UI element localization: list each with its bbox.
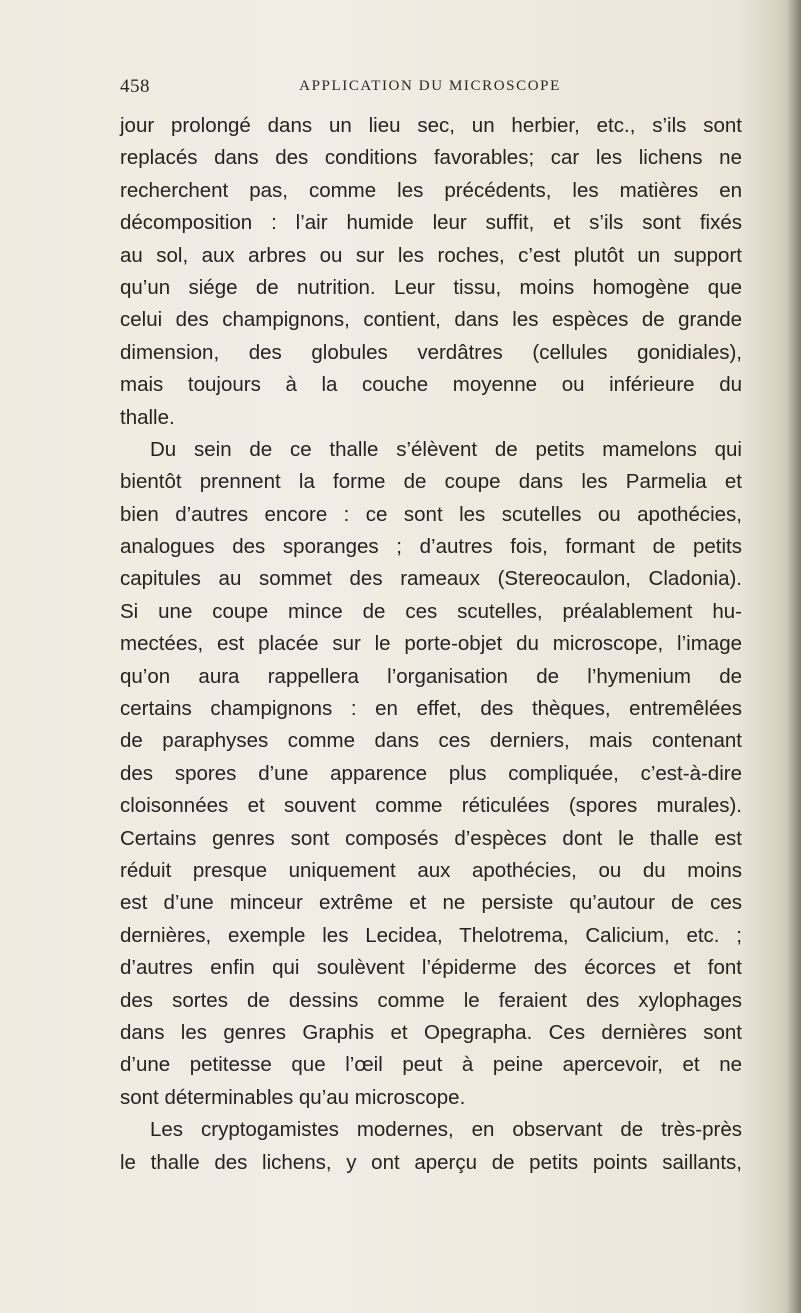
text-line: replacés dans des conditions favorables; car les lichens ne [120, 146, 742, 170]
text-line: celui des champignons, contient, dans les espèces de grande [120, 308, 742, 332]
text-line: certains champignons : en effet, des thèques, entremêlées [120, 697, 742, 721]
running-title: APPLICATION DU MICROSCOPE [299, 78, 561, 94]
text-line: le thalle des lichens, y ont aperçu de petits points saillants, [120, 1150, 742, 1174]
text-line: analogues des sporanges ; d’autres fois, formant de petits [120, 535, 742, 559]
text-line: mais toujours à la couche moyenne ou inférieure du [120, 373, 742, 397]
text-line: Du sein de ce thalle s’élèvent de petits mamelons qui [150, 437, 742, 461]
text-line: thalle. [120, 405, 175, 429]
text-line: recherchent pas, comme les précédents, les matières en [120, 178, 742, 202]
paragraph [120, 1114, 742, 1179]
text-line: est d’une minceur extrême et ne persiste qu’autour de ces [120, 891, 742, 915]
text-line: mectées, est placée sur le porte-objet du microscope, l’image [120, 632, 742, 656]
text-line: Les cryptogamistes modernes, en observant de très-près [150, 1118, 742, 1142]
page-number: 458 [120, 76, 150, 97]
text-line: Si une coupe mince de ces scutelles, préalablement hu- [120, 599, 742, 623]
text-line: qu’on aura rappellera l’organisation de l’hymenium de [120, 664, 742, 688]
text-line: d’autres enfin qui soulèvent l’épiderme des écorces et font [120, 956, 742, 980]
text-line: dimension, des globules verdâtres (cellules gonidiales), [120, 340, 742, 364]
text-line: dans les genres Graphis et Opegrapha. Ces dernières sont [120, 1020, 742, 1044]
paragraph [120, 434, 742, 1114]
text-line: des spores d’une apparence plus compliquée, c’est-à-dire [120, 761, 742, 785]
text-line: d’une petitesse que l’œil peut à peine apercevoir, et ne [120, 1053, 742, 1077]
text-line: décomposition : l’air humide leur suffit, et s’ils sont fixés [120, 211, 742, 235]
page-edge-shadow [787, 0, 801, 1313]
text-line: bien d’autres encore : ce sont les scutelles ou apothécies, [120, 502, 742, 526]
text-line: jour prolongé dans un lieu sec, un herbier, etc., s’ils sont [120, 114, 742, 137]
text-line: réduit presque uniquement aux apothécies, ou du moins [120, 858, 742, 882]
page-header [120, 76, 740, 100]
text-line: des sortes de dessins comme le feraient des xylophages [120, 988, 742, 1012]
text-line: qu’un siége de nutrition. Leur tissu, moins homogène que [120, 275, 742, 299]
paragraph [120, 110, 742, 434]
text-line: dernières, exemple les Lecidea, Thelotrema, Calicium, etc. ; [120, 923, 742, 947]
text-line: bientôt prennent la forme de coupe dans les Parmelia et [120, 470, 742, 494]
body-text [120, 110, 742, 1179]
text-line: Certains genres sont composés d’espèces dont le thalle est [120, 826, 742, 850]
text-line: de paraphyses comme dans ces derniers, mais contenant [120, 729, 742, 753]
text-line: cloisonnées et souvent comme réticulées (spores murales). [120, 794, 742, 818]
text-line: capitules au sommet des rameaux (Stereocaulon, Cladonia). [120, 567, 742, 591]
text-line: au sol, aux arbres ou sur les roches, c’est plutôt un support [120, 243, 742, 267]
text-line: sont déterminables qu’au microscope. [120, 1085, 466, 1109]
